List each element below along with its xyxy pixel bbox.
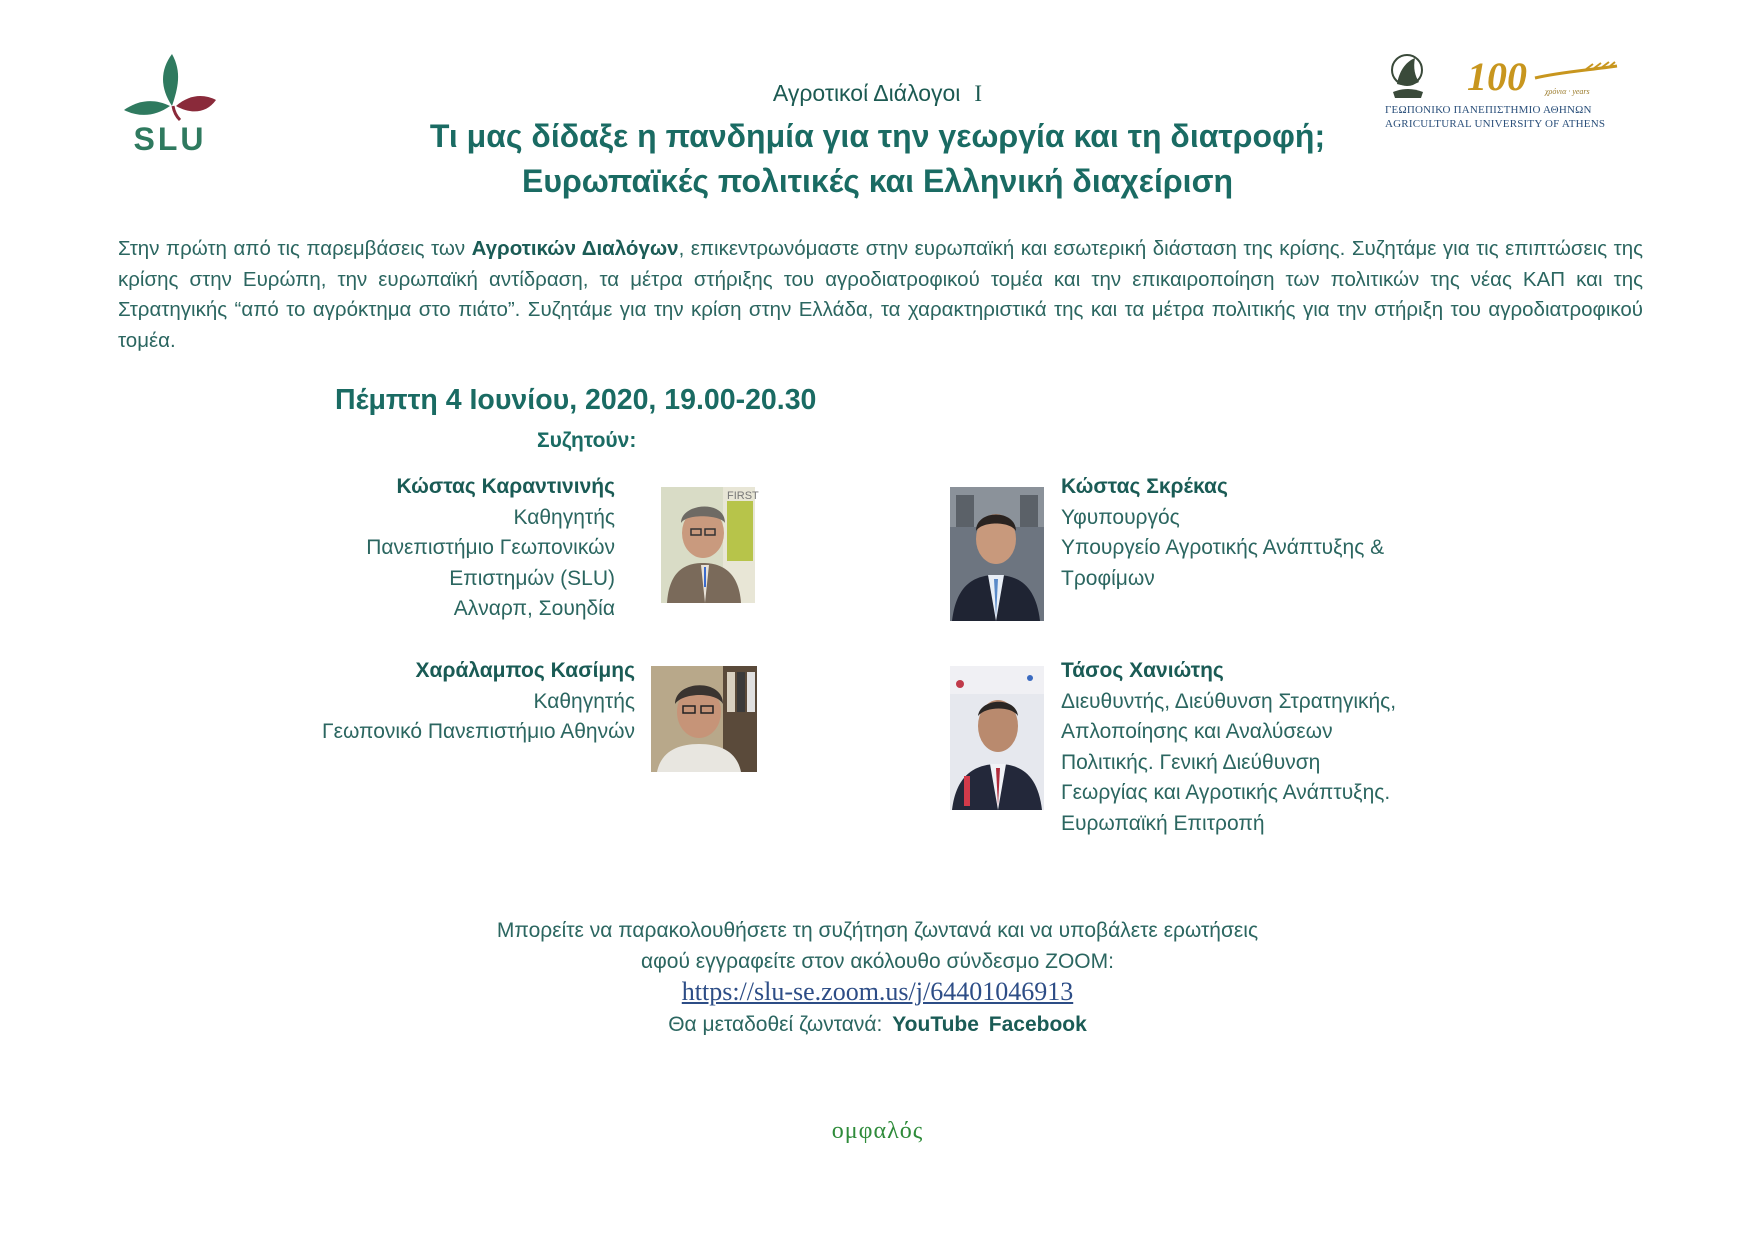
- speaker-affiliation: Υπουργείο Αγροτικής Ανάπτυξης &: [1061, 536, 1385, 559]
- speaker-affiliation: Τροφίμων: [1061, 566, 1155, 590]
- aua-name-english: AGRICULTURAL UNIVERSITY OF ATHENS: [1385, 118, 1606, 130]
- speaker-skrekas: [1061, 472, 1384, 594]
- photo-sign-text: FIRST: [727, 490, 759, 502]
- speaker-kasimis: [322, 656, 635, 748]
- registration-line1: Μπορείτε να παρακολουθήσετε τη συζήτηση ζωντανά και να υποβάλετε ερωτήσεις: [496, 919, 1259, 942]
- registration-line2: αφού εγγραφείτε στον ακόλουθο σύνδεσμο ZOOM:: [641, 949, 1114, 973]
- omfalos-logo-text: ομφαλός: [831, 1118, 924, 1144]
- speaker-affiliation: Επιστημών (SLU): [449, 566, 615, 590]
- speaker-affiliation: Ευρωπαϊκή Επιτροπή: [1061, 811, 1265, 835]
- stream-label: Θα μεταδοθεί ζωντανά:: [668, 1012, 889, 1036]
- stream-line: [0, 1010, 1755, 1041]
- speaker-location: Αλναρπ, Σουηδία: [453, 597, 615, 620]
- speaker-photo-skrekas: [950, 487, 1044, 621]
- speaker-photo-karantininis: [661, 487, 759, 603]
- speaker-photo-chaniotis: [950, 666, 1044, 810]
- registration-info: [0, 916, 1755, 1040]
- speaker-role: Διευθυντής, Διεύθυνση Στρατηγικής,: [1061, 689, 1397, 713]
- discuss-label: Συζητούν:: [537, 429, 637, 452]
- facebook-link[interactable]: Facebook: [988, 1012, 1087, 1036]
- speaker-affiliation: Απλοποίησης και Αναλύσεων: [1061, 720, 1333, 743]
- intro-bold: Αγροτικών Διαλόγων: [471, 237, 679, 260]
- speaker-name: Κώστας Σκρέκας: [1061, 475, 1228, 498]
- speaker-karantininis: [366, 472, 615, 625]
- slu-logo-text: SLU: [133, 121, 207, 157]
- speaker-name: Τάσος Χανιώτης: [1061, 659, 1224, 682]
- speaker-role: Καθηγητής: [513, 505, 615, 529]
- series-label: Αγροτικοί Διάλογοι: [772, 80, 961, 106]
- speaker-role: Υφυπουργός: [1061, 505, 1180, 529]
- zoom-link[interactable]: https://slu-se.zoom.us/j/64401046913: [681, 977, 1074, 1006]
- centenary-number: 100: [1467, 54, 1527, 99]
- speaker-name: Κώστας Καραντινινής: [396, 475, 615, 498]
- intro-paragraph: [118, 234, 1643, 356]
- speaker-photo-kasimis: [651, 666, 757, 772]
- series-title: [0, 80, 1755, 107]
- aua-name-greek: ΓΕΩΠΟΝΙΚΟ ΠΑΝΕΠΙΣΤΗΜΙΟ ΑΘΗΝΩΝ: [1385, 104, 1592, 116]
- page-title-line2: Ευρωπαϊκές πολιτικές και Ελληνική διαχείριση: [522, 163, 1233, 199]
- intro-part1: Στην πρώτη από τις παρεμβάσεις των: [118, 237, 472, 260]
- speaker-name: Χαράλαμπος Κασίμης: [415, 659, 635, 682]
- youtube-link[interactable]: YouTube: [892, 1012, 979, 1036]
- speaker-chaniotis: [1061, 656, 1396, 839]
- intro-part2: , επικεντρωνόμαστε στην ευρωπαϊκή και εσωτερική διάσταση της κρίσης. Συζητάμε για τις επιπτώσεις της κρίσης στην Ευρώπη, την ευρωπαϊκή αντίδραση, τα μέτρα στήριξης του αγροδιατροφικού τομέα και την επικαιροποίηση των πολιτικών της νέας ΚΑΠ και της Στρατηγικής “από το αγρόκτημα στο πιάτο”. Συζητάμε για την κρίση στην Ελλάδα, τα χαρακτηριστικά της και τα μέτρα πολιτικής για την στήριξη του αγροδιατροφικού τομέα.: [118, 237, 1643, 352]
- speaker-affiliation: Γεωπονικό Πανεπιστήμιο Αθηνών: [322, 720, 635, 743]
- speaker-affiliation: Γεωργίας και Αγροτικής Ανάπτυξης.: [1061, 781, 1391, 804]
- event-date: Πέμπτη 4 Ιουνίου, 2020, 19.00-20.30: [335, 384, 817, 416]
- speaker-affiliation: Πολιτικής. Γενική Διεύθυνση: [1061, 750, 1321, 774]
- page-title-line1: Τι μας δίδαξε η πανδημία για την γεωργία και τη διατροφή;: [429, 118, 1326, 154]
- speaker-affiliation: Πανεπιστήμιο Γεωπονικών: [366, 536, 615, 559]
- years-caption: χρόνια · years: [1545, 87, 1590, 96]
- omfalos-logo: [0, 1118, 1755, 1145]
- series-number: I: [974, 81, 983, 106]
- speaker-role: Καθηγητής: [533, 689, 635, 713]
